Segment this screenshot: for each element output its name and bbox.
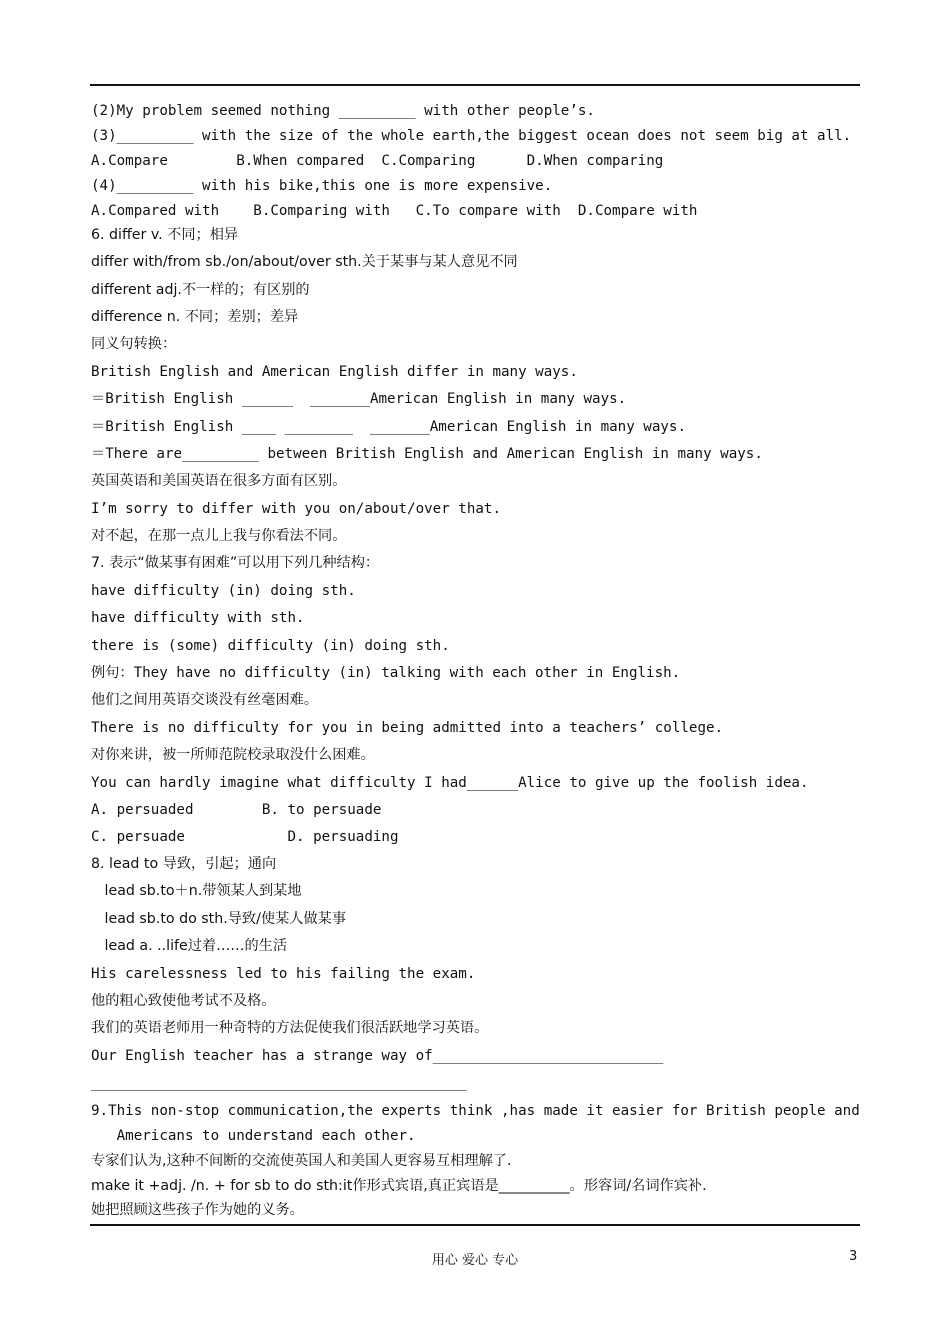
text-line: A. persuaded B. to persuade [91, 802, 382, 818]
text-line: 8. lead to 导致，引起；通向 [91, 856, 277, 872]
text-line: There is no difficulty for you in being admitted into a teachers’ college. [91, 720, 724, 736]
text-line: ＝There are_________ between British English and American English in many ways. [91, 446, 763, 462]
footer-rule [90, 1224, 860, 1226]
text-line: His carelessness led to his failing the exam. [91, 966, 476, 982]
text-line: lead sb.to＋n.带领某人到某地 [91, 883, 302, 899]
text-line: lead a. ..life过着……的生活 [91, 938, 288, 954]
text-line: C. persuade D. persuading [91, 829, 399, 845]
text-line: differ with/from sb./on/about/over sth.关于某事与某人意见不同 [91, 254, 518, 270]
text-line: 他们之间用英语交谈没有丝毫困难。 [91, 692, 319, 708]
text-line: ____________________________________________ [91, 1075, 467, 1091]
text-line: ＝British English ______ _______American English in many ways. [91, 391, 627, 407]
text-line: (3)_________ with the size of the whole earth,the biggest ocean does not seem big at all. [91, 128, 852, 144]
text-line: have difficulty with sth. [91, 610, 305, 626]
text-line: difference n. 不同；差别；差异 [91, 309, 299, 325]
text-line: A.Compared with B.Comparing with C.To compare with D.Compare with [91, 203, 698, 219]
text-line: lead sb.to do sth.导致/使某人做某事 [91, 911, 347, 927]
text-line: 同义句转换： [91, 336, 177, 352]
text-line: 她把照顾这些孩子作为她的义务。 [91, 1202, 304, 1218]
text-line: 6. differ v. 不同；相异 [91, 227, 239, 243]
text-line: Our English teacher has a strange way of___________________________ [91, 1048, 664, 1064]
text-line: 对不起，在那一点儿上我与你看法不同。 [91, 528, 347, 544]
text-line: 9.This non-stop communication,the experts think ,has made it easier for British people and [91, 1103, 860, 1119]
text-line: have difficulty (in) doing sth. [91, 583, 356, 599]
text-line: 他的粗心致使他考试不及格。 [91, 993, 276, 1009]
text-line: 对你来讲，被一所师范院校录取没什么困难。 [91, 747, 375, 763]
text-line: 7. 表示“做某事有困难”可以用下列几种结构： [91, 555, 380, 571]
text-line: A.Compare B.When compared C.Comparing D.When comparing [91, 153, 664, 169]
text-line: (4)_________ with his bike,this one is more expensive. [91, 178, 553, 194]
text-line: ＝British English ____ ________ _______American English in many ways. [91, 419, 687, 435]
text-line: I’m sorry to differ with you on/about/over that. [91, 501, 501, 517]
text-line: (2)My problem seemed nothing _________ with other people’s. [91, 103, 595, 119]
header-rule [90, 84, 860, 86]
footer-motto: 用心 爱心 专心 [431, 1253, 519, 1268]
text-line: Americans to understand each other. [91, 1128, 416, 1144]
text-line: there is (some) difficulty (in) doing sth. [91, 638, 450, 654]
text-line: 例句：They have no difficulty (in) talking with each other in English. [91, 665, 681, 681]
page-number: 3 [849, 1249, 858, 1264]
text-line: different adj.不一样的；有区别的 [91, 282, 310, 298]
text-line: 我们的英语老师用一种奇特的方法促使我们很活跃地学习英语。 [91, 1020, 489, 1036]
text-line: 专家们认为,这种不间断的交流使英国人和美国人更容易互相理解了. [91, 1153, 512, 1169]
text-line: You can hardly imagine what difficulty I had______Alice to give up the foolish idea. [91, 775, 809, 791]
text-line: make it +adj. /n. + for sb to do sth:it作形式宾语,真正宾语是__________。形容词/名词作宾补. [91, 1178, 707, 1194]
text-line: 英国英语和美国英语在很多方面有区别。 [91, 473, 347, 489]
text-line: British English and American English differ in many ways. [91, 364, 578, 380]
